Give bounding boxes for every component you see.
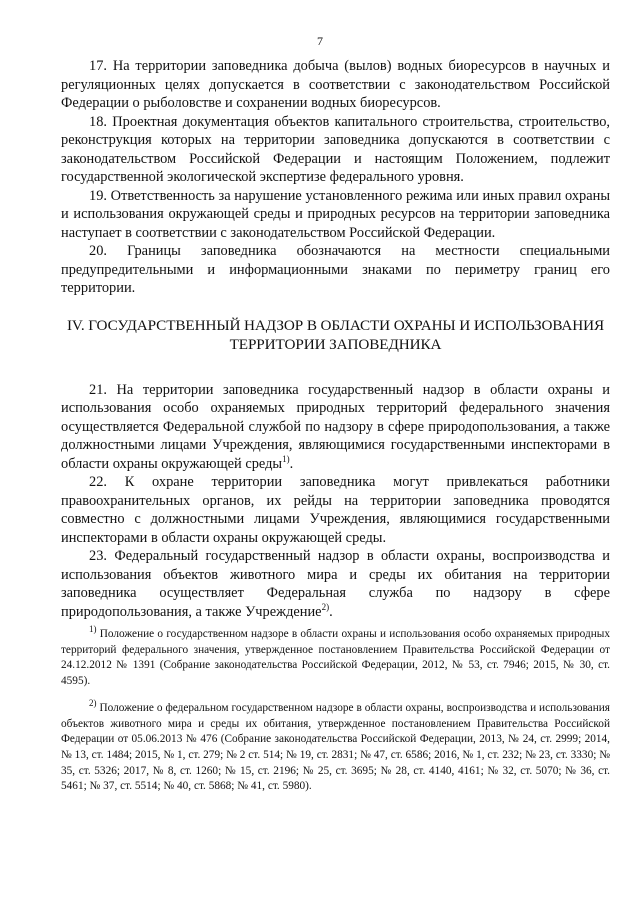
- footnote-1: [61, 624, 610, 690]
- paragraph-23-text: 23. Федеральный государственный надзор в области охраны, воспроизводства и использования объектов животного мира и среды их обитания на территории заповедника осуществляет Федеральная служба по надзору в сфере природопользования, а также Учреждение: [61, 548, 610, 620]
- footnotes: [61, 624, 610, 795]
- paragraph-21-tail: .: [289, 455, 294, 472]
- paragraph-21-text: 21. На территории заповедника государственный надзор в области охраны и использования особо охраняемых природных территорий федерального значения осуществляется Федеральной службой по надзору в сфере природопользования, а также должностными лицами Учреждения, являющимися государственными инспекторами в области охраны окружающей среды: [61, 381, 610, 472]
- paragraph-20: 20. Границы заповедника обозначаются на местности специальными предупредительными и информационными знаками по периметру границ его территории.: [61, 243, 610, 296]
- paragraph-21: [61, 381, 610, 474]
- paragraph-23-tail: .: [329, 603, 333, 620]
- footnote-1-text: Положение о государственном надзоре в области охраны и использования особо охраняемых природных территорий федерального значения, утвержденное постановлением Правительства Российской Федерации от 24.12.2012 № 1391 (Собрание законодательства Российской Федерации, 2012, № 53, ст. 7946; 2015, № 30, ст. 4595).: [61, 628, 610, 688]
- footnote-1-marker: 1): [89, 624, 97, 635]
- paragraph-22: 22. К охране территории заповедника могут привлекаться работники правоохранительных органов, их рейды на территории заповедника проводятся совместно с должностными лицами Учреждения, являющимися государственными инспекторами в области охраны окружающей среды.: [61, 474, 610, 546]
- section-heading-line1: IV. ГОСУДАРСТВЕННЫЙ НАДЗОР В ОБЛАСТИ ОХРАНЫ И ИСПОЛЬЗОВАНИЯ: [66, 316, 605, 334]
- paragraph-23: [61, 547, 610, 621]
- paragraph-18: 18. Проектная документация объектов капитального строительства, строительство, реконструкция которых на территории заповедника допускаются в соответствии с законодательством Российской Федерации и настоящим Положением, подлежит государственной экологической экспертизе федерального уровня.: [61, 113, 610, 185]
- footnote-2-text: Положение о федеральном государственном надзоре в области охраны, воспроизводства и использования объектов животного мира и среды их обитания, утвержденное постановлением Правительства Российской Федерации от 05.06.2013 № 476 (Собрание законодательства Российской Федерации, 2013, № 24, ст. 2999; 2014, № 13, ст. 1484; 2015, № 1, ст. 279; № 2 ст. 514; № 19, ст. 2831; № 47, ст. 6586; 2016, № 1, ст. 232; № 23, ст. 3330; № 35, ст. 5326; 2017, № 8, ст. 1260; № 15, ст. 2196; № 25, ст. 3695; № 28, ст. 4140, 4161; № 32, ст. 5070; № 36, ст. 5461; № 37, ст. 5514; № 40, ст. 5868; № 41, ст. 5980).: [61, 701, 610, 793]
- footnote-2-marker: 2): [89, 698, 97, 709]
- paragraph-19: 19. Ответственность за нарушение установленного режима или иных правил охраны и использования окружающей среды и природных ресурсов на территории заповедника наступает в соответствии с законодательством Российской Федерации.: [61, 187, 610, 241]
- document-body: [61, 57, 610, 621]
- footnote-ref-2[interactable]: 2): [321, 601, 330, 612]
- section-heading: [61, 316, 610, 355]
- footnote-2: [61, 698, 610, 795]
- page-number: 7: [317, 34, 323, 48]
- footnote-ref-1[interactable]: 1): [282, 453, 290, 464]
- section-heading-line2: ТЕРРИТОРИИ ЗАПОВЕДНИКА: [229, 336, 442, 353]
- paragraph-17: 17. На территории заповедника добыча (вылов) водных биоресурсов в научных и регуляционных целях допускается в соответствии с законодательством Российской Федерации о рыболовстве и сохранении водных биоресурсов.: [61, 58, 610, 111]
